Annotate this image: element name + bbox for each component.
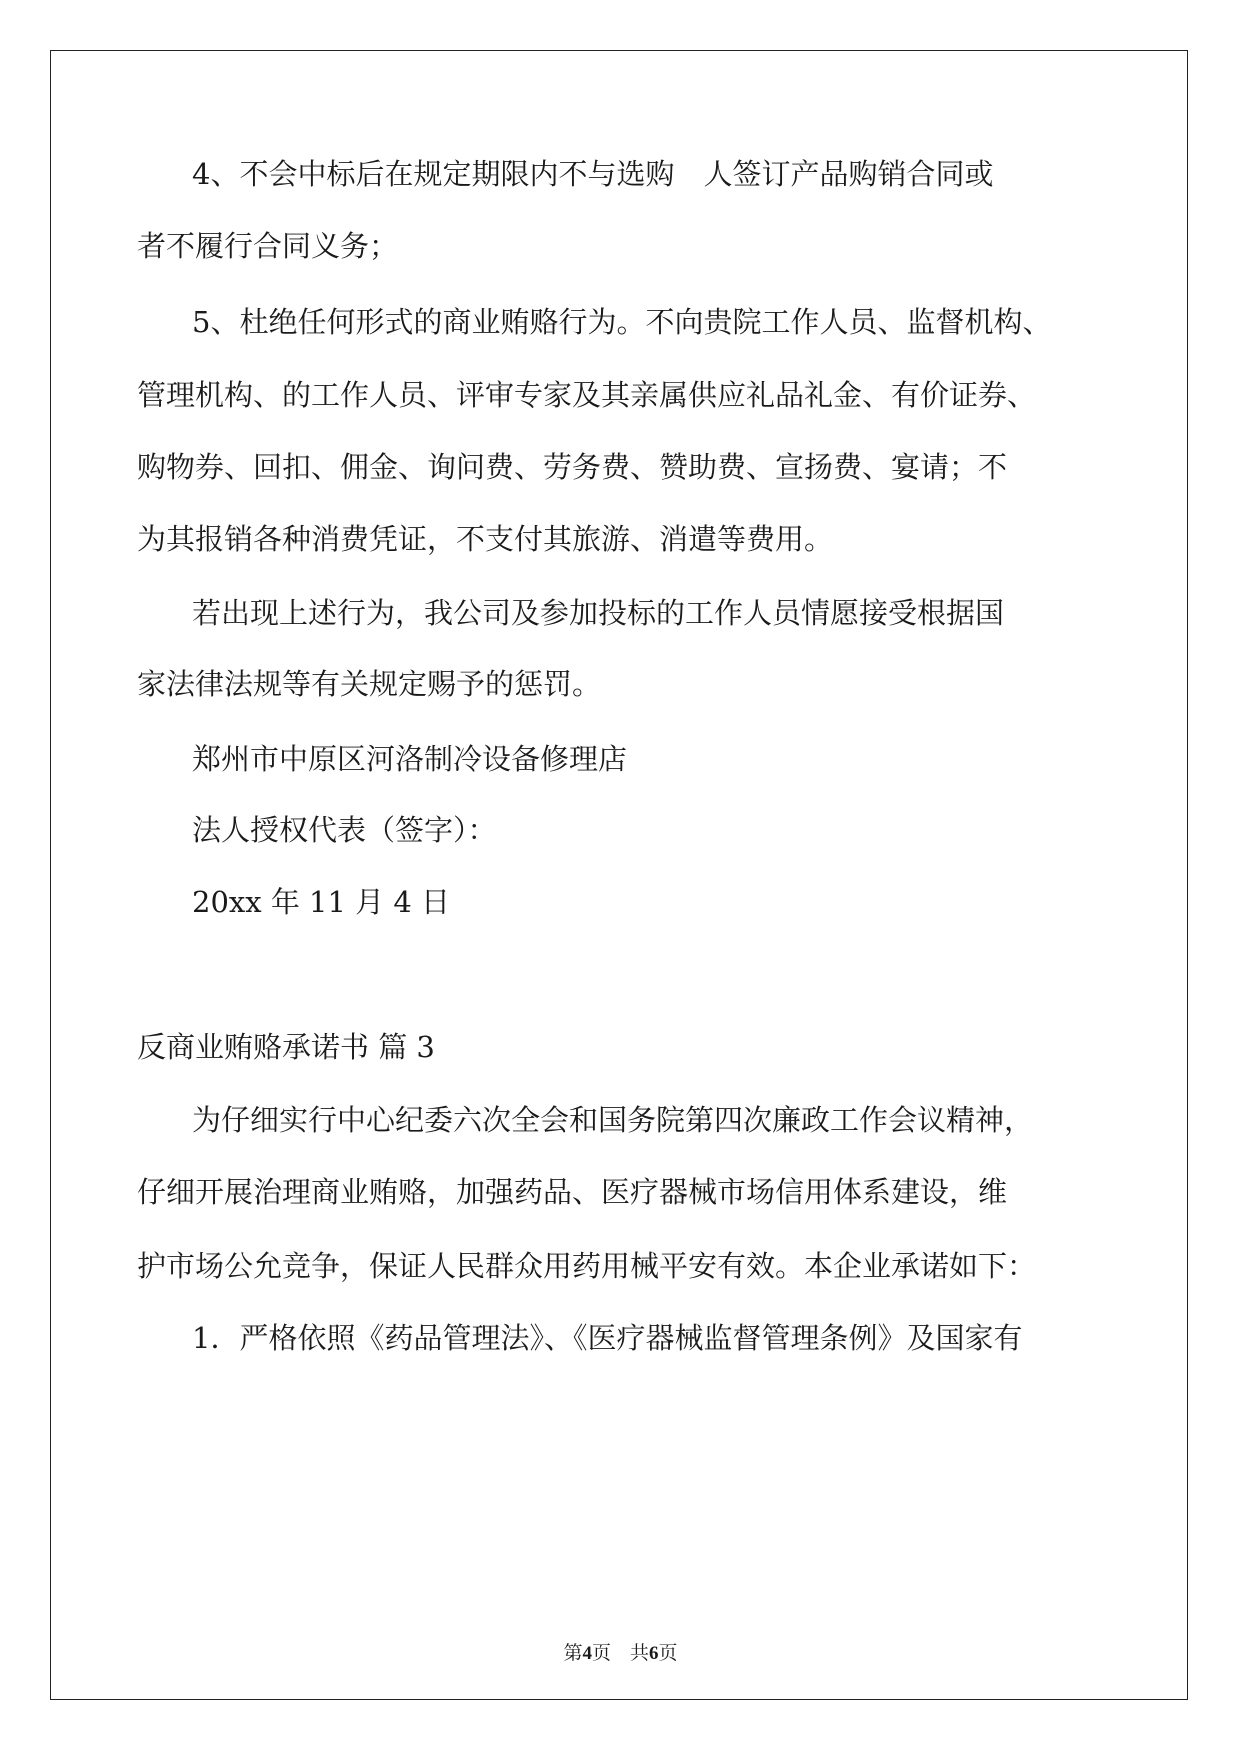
text-line: 4、不会中标后在规定期限内不与选购 人签订产品购销合同或 [192, 157, 994, 191]
text-line: 管理机构、的工作人员、评审专家及其亲属供应礼品礼金、有价证券、 [137, 378, 1037, 412]
text-line: 5、杜绝任何形式的商业贿赂行为。不向贵院工作人员、监督机构、 [192, 305, 1052, 339]
signature-label: 法人授权代表（签字）： [192, 813, 497, 847]
text-line: 者不履行合同义务； [137, 229, 399, 263]
text-line: 若出现上述行为，我公司及参加投标的工作人员情愿接受根据国 [192, 596, 1005, 630]
company-name: 郑州市中原区河洛制冷设备修理店 [192, 742, 628, 776]
text-line: 1．严格依照《药品管理法》、《医疗器械监督管理条例》及国家有 [192, 1321, 1023, 1355]
footer-page-suffix: 页 共 [591, 1643, 649, 1664]
text-line: 为仔细实行中心纪委六次全会和国务院第四次廉政工作会议精神， [192, 1103, 1034, 1137]
footer-total-suffix: 页 [658, 1643, 678, 1664]
text-line: 购物券、回扣、佣金、询问费、劳务费、赞助费、宣扬费、宴请；不 [137, 450, 1008, 484]
text-line: 仔细开展治理商业贿赂，加强药品、医疗器械市场信用体系建设，维 [137, 1175, 1008, 1209]
footer-page-number: 4 [582, 1643, 592, 1664]
text-line: 为其报销各种消费凭证，不支付其旅游、消遣等费用。 [137, 522, 834, 556]
date-line: 20xx 年 11 月 4 日 [192, 885, 451, 919]
page-border [50, 50, 1188, 1700]
section-title: 反商业贿赂承诺书 篇 3 [137, 1030, 435, 1064]
text-line: 家法律法规等有关规定赐予的惩罚。 [137, 667, 602, 701]
footer-total-pages: 6 [649, 1643, 659, 1664]
page-footer [0, 1638, 1241, 1665]
text-line: 护市场公允竞争，保证人民群众用药用械平安有效。本企业承诺如下： [137, 1249, 1037, 1283]
footer-page-prefix: 第 [563, 1643, 583, 1664]
